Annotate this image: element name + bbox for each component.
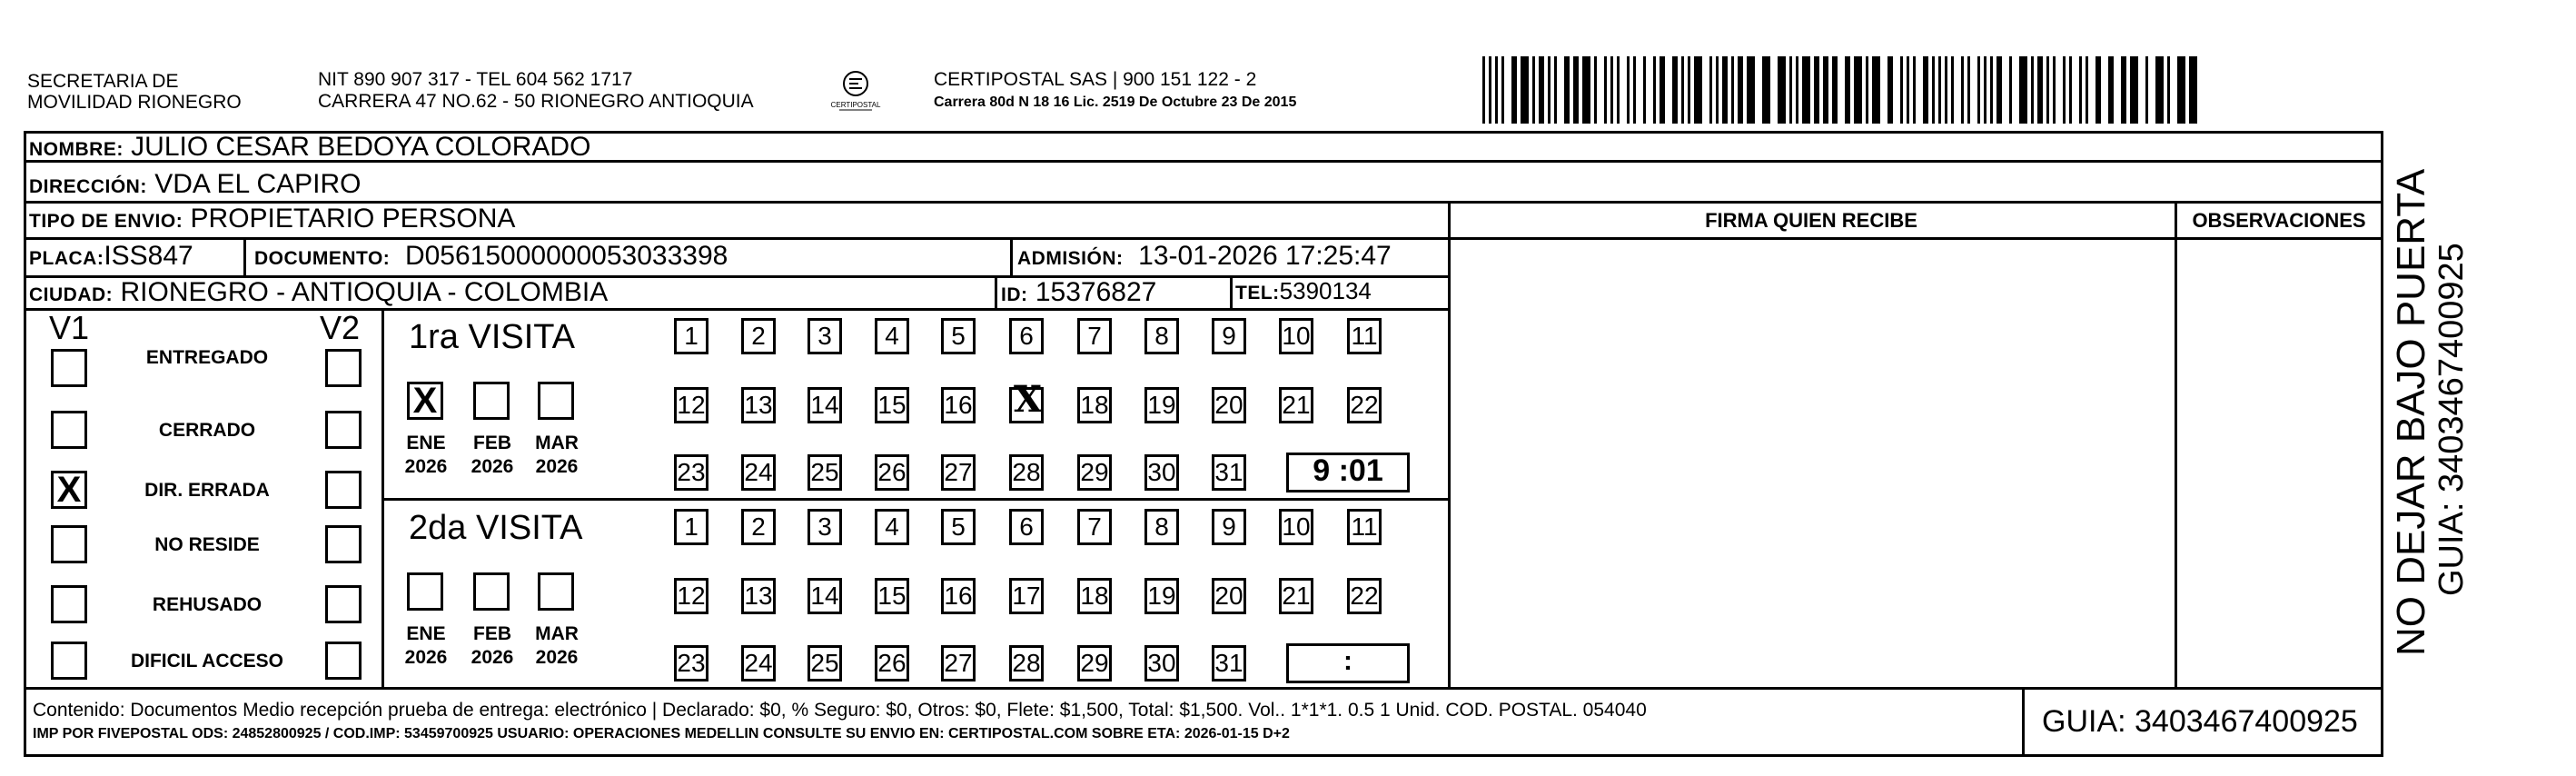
- visit2-month-name: ENE: [406, 623, 446, 644]
- visit2-day-box[interactable]: 6: [1009, 509, 1044, 545]
- visit2-day-box[interactable]: 26: [875, 645, 909, 681]
- status-v1-checkbox[interactable]: [51, 525, 87, 563]
- status-v2-checkbox[interactable]: [325, 411, 362, 449]
- visit2-day-box[interactable]: 25: [807, 645, 842, 681]
- status-v1-checkbox[interactable]: [51, 411, 87, 449]
- barcode-bar: [1789, 56, 1792, 124]
- barcode-bar: [1521, 56, 1529, 124]
- barcode-bar: [1778, 56, 1786, 124]
- col-observaciones: OBSERVACIONES: [2192, 209, 2366, 232]
- barcode-bar: [1932, 56, 1935, 124]
- visit1-day-box[interactable]: 9: [1212, 318, 1246, 354]
- barcode-bar: [1984, 56, 1986, 124]
- barcode-bar: [2069, 56, 2072, 124]
- barcode-bar: [1688, 56, 1690, 124]
- barcode-bar: [1907, 56, 1909, 124]
- barcode-bar: [1548, 56, 1551, 124]
- barcode-bar: [2031, 56, 2034, 124]
- status-v2-checkbox[interactable]: [325, 585, 362, 623]
- visit2-day-box[interactable]: 27: [941, 645, 976, 681]
- barcode-bar: [2009, 56, 2012, 124]
- barcode-bar: [2086, 56, 2088, 124]
- barcode-bar: [1633, 56, 1636, 124]
- field-placa: PLACA:ISS847: [29, 241, 193, 271]
- visit2-day-box[interactable]: 30: [1144, 645, 1179, 681]
- barcode-bar: [1709, 56, 1712, 124]
- barcode-bar: [1681, 56, 1684, 124]
- status-v2-checkbox[interactable]: [325, 471, 362, 509]
- barcode-bar: [1643, 56, 1646, 124]
- visit1-month-year: 2026: [404, 456, 448, 477]
- barcode-bar: [2019, 56, 2027, 124]
- day-cross-mark: X: [1014, 378, 1043, 421]
- visit1-day-box[interactable]: 23: [674, 454, 708, 491]
- status-v1-checkbox[interactable]: [51, 642, 87, 680]
- barcode-bar: [2167, 56, 2170, 124]
- barcode-bar: [1539, 56, 1544, 124]
- visit2-time-field[interactable]: :: [1286, 643, 1410, 683]
- side-warning: NO DEJAR BAJO PUERTA: [2389, 168, 2433, 656]
- field-nombre: NOMBRE: JULIO CESAR BEDOYA COLORADO: [29, 132, 591, 162]
- barcode-bar: [1731, 56, 1734, 124]
- visit1-day-box[interactable]: 15: [875, 387, 909, 423]
- barcode-bar: [2130, 56, 2138, 124]
- barcode-bar: [1762, 56, 1770, 124]
- barcode-bar: [1854, 56, 1862, 124]
- barcode-bar: [1482, 56, 1485, 124]
- field-documento: DOCUMENTO: D05615000000053033398: [254, 241, 728, 271]
- barcode-bar: [1967, 56, 1970, 124]
- footer-line1: Contenido: Documentos Medio recepción prueba de entrega: electrónico | Declarado: $0, % Seguro: $0, Otros: $0, Flete: $1,500, Total: $1,500. Vol.. 1*1*1. 0.5 1 Unid. COD. POSTAL. 054040: [33, 700, 1647, 721]
- visit1-month-checkbox[interactable]: [473, 382, 510, 420]
- visit1-day-box[interactable]: 30: [1144, 454, 1179, 491]
- barcode-bar: [1977, 56, 1980, 124]
- visit2-day-box[interactable]: 12: [674, 578, 708, 614]
- barcode-bar: [1627, 56, 1630, 124]
- visit1-month-name: ENE: [406, 433, 446, 453]
- visit1-day-box[interactable]: 1: [674, 318, 708, 354]
- barcode-bar: [2095, 56, 2101, 124]
- barcode-bar: [1796, 56, 1798, 124]
- barcode-bar: [2145, 56, 2148, 124]
- visit2-day-box[interactable]: 3: [807, 509, 842, 545]
- visit2-day-box[interactable]: 20: [1212, 578, 1246, 614]
- logo-text: CERTIPOSTAL: [830, 101, 881, 109]
- visit2-month-checkbox[interactable]: [538, 572, 574, 611]
- nit-line: NIT 890 907 317 - TEL 604 562 1717: [318, 69, 633, 90]
- visit1-day-box[interactable]: 31: [1212, 454, 1246, 491]
- barcode-bar: [1951, 56, 1954, 124]
- visit1-day-box[interactable]: 26: [875, 454, 909, 491]
- visit2-month-name: MAR: [535, 623, 579, 644]
- barcode-bar: [1610, 56, 1613, 124]
- visit2-day-box[interactable]: 1: [674, 509, 708, 545]
- status-v2-checkbox[interactable]: [325, 642, 362, 680]
- visit1-month-name: FEB: [473, 433, 511, 453]
- certipostal-logo: [830, 69, 881, 113]
- field-direccion: DIRECCIÓN: VDA EL CAPIRO: [29, 169, 362, 199]
- visit2-month-name: FEB: [473, 623, 511, 644]
- org-line2: MOVILIDAD RIONEGRO: [27, 92, 242, 113]
- barcode-bar: [1573, 56, 1579, 124]
- barcode-bar: [2063, 56, 2066, 124]
- side-guia: GUIA: 3403467400925: [2432, 243, 2471, 596]
- visit2-day-box[interactable]: 2: [741, 509, 776, 545]
- status-label: CERRADO: [158, 420, 256, 441]
- visit1-day-box[interactable]: 12: [674, 387, 708, 423]
- visit1-title: 1ra VISITA: [409, 318, 576, 356]
- visit1-day-box[interactable]: 6: [1009, 318, 1044, 354]
- status-label: REHUSADO: [152, 594, 263, 615]
- visit2-month-year: 2026: [471, 647, 514, 668]
- visit1-day-box[interactable]: 25: [807, 454, 842, 491]
- field-id: ID: 15376827: [1001, 277, 1157, 307]
- barcode-bar: [2155, 56, 2164, 124]
- barcode-bar: [1501, 56, 1504, 124]
- barcode-bar: [1489, 56, 1491, 124]
- visit2-day-box[interactable]: 8: [1144, 509, 1179, 545]
- barcode-bar: [1900, 56, 1903, 124]
- barcode-bar: [1945, 56, 1947, 124]
- barcode-bar: [1990, 56, 1993, 124]
- col-firma: FIRMA QUIEN RECIBE: [1705, 209, 1917, 232]
- visit2-day-box[interactable]: 14: [807, 578, 842, 614]
- visit1-day-box[interactable]: 27: [941, 454, 976, 491]
- visit2-day-box[interactable]: 24: [741, 645, 776, 681]
- barcode-bar: [2053, 56, 2056, 124]
- org-line1: SECRETARIA DE: [27, 71, 179, 92]
- field-ciudad: CIUDAD: RIONEGRO - ANTIOQUIA - COLOMBIA: [29, 277, 609, 307]
- visit1-day-box[interactable]: 4: [875, 318, 909, 354]
- visit2-day-box[interactable]: 7: [1077, 509, 1112, 545]
- status-v2-checkbox[interactable]: [325, 525, 362, 563]
- barcode-bar: [1814, 56, 1819, 124]
- visit1-month-year: 2026: [535, 456, 579, 477]
- visit2-month-year: 2026: [535, 647, 579, 668]
- barcode-bar: [1938, 56, 1941, 124]
- visit1-day-box[interactable]: 24: [741, 454, 776, 491]
- visit2-day-box[interactable]: 15: [875, 578, 909, 614]
- visit1-day-box[interactable]: 8: [1144, 318, 1179, 354]
- barcode-bar: [1866, 56, 1868, 124]
- visit1-day-box[interactable]: [1009, 378, 1044, 423]
- barcode-bar: [2046, 56, 2049, 124]
- visit2-month-checkbox[interactable]: [473, 572, 510, 611]
- visit2-day-box[interactable]: 19: [1144, 578, 1179, 614]
- visit2-month-checkbox[interactable]: [407, 572, 443, 611]
- barcode-bar: [1617, 56, 1620, 124]
- footer-guia: GUIA: 3403467400925: [2042, 704, 2358, 739]
- barcode-bar: [2121, 56, 2126, 124]
- field-tel: TEL:5390134: [1235, 277, 1372, 304]
- visit2-day-box[interactable]: 17: [1009, 578, 1044, 614]
- barcode-bar: [1716, 56, 1719, 124]
- barcode-bar: [1564, 56, 1570, 124]
- address-line: CARRERA 47 NO.62 - 50 RIONEGRO ANTIOQUIA: [318, 91, 754, 112]
- field-tipo-envio: TIPO DE ENVIO: PROPIETARIO PERSONA: [29, 204, 516, 234]
- barcode-bar: [1887, 56, 1893, 124]
- barcode-bar: [2079, 56, 2082, 124]
- barcode-bar: [1604, 56, 1607, 124]
- courier-line2: Carrera 80d N 18 16 Lic. 2519 De Octubre 23 De 2015: [934, 95, 1297, 110]
- v2-header: V2: [320, 309, 361, 346]
- status-label: DIFICIL ACCESO: [130, 651, 283, 672]
- visit1-day-box[interactable]: 19: [1144, 387, 1179, 423]
- barcode-bar: [2189, 56, 2197, 124]
- visit2-month-year: 2026: [404, 647, 448, 668]
- visit2-day-box[interactable]: 10: [1279, 509, 1313, 545]
- visit1-month-year: 2026: [471, 456, 514, 477]
- visit2-day-box[interactable]: 23: [674, 645, 708, 681]
- barcode-bar: [1672, 56, 1678, 124]
- visit1-day-box[interactable]: 28: [1009, 454, 1044, 491]
- barcode-bar: [1511, 56, 1517, 124]
- status-label: DIR. ERRADA: [144, 480, 270, 501]
- visit1-day-box[interactable]: 13: [741, 387, 776, 423]
- barcode-bar: [1660, 56, 1665, 124]
- barcode-bar: [1961, 56, 1964, 124]
- barcode-bar: [1495, 56, 1498, 124]
- status-v1-checkbox[interactable]: [51, 349, 87, 387]
- barcode-bar: [2037, 56, 2043, 124]
- barcode-bar: [1694, 56, 1702, 124]
- barcode-bar: [1913, 56, 1916, 124]
- visit2-day-box[interactable]: 5: [941, 509, 976, 545]
- barcode-bar: [1923, 56, 1928, 124]
- status-v1-checkbox[interactable]: X: [51, 471, 87, 509]
- visit2-day-box[interactable]: 28: [1009, 645, 1044, 681]
- barcode-bar: [1996, 56, 2002, 124]
- visit2-day-box[interactable]: 4: [875, 509, 909, 545]
- visit1-month-checkbox[interactable]: [538, 382, 574, 420]
- barcode-bar: [1738, 56, 1743, 124]
- visit1-day-box[interactable]: 29: [1077, 454, 1112, 491]
- status-v2-checkbox[interactable]: [325, 349, 362, 387]
- visit1-day-box[interactable]: 21: [1279, 387, 1313, 423]
- visit2-title: 2da VISITA: [409, 509, 583, 547]
- barcode-bar: [1594, 56, 1597, 124]
- visit2-day-box[interactable]: 31: [1212, 645, 1246, 681]
- barcode-bar: [1532, 56, 1535, 124]
- barcode-bar: [1845, 56, 1850, 124]
- barcode: [1482, 56, 2209, 124]
- barcode-bar: [1823, 56, 1828, 124]
- visit1-day-box[interactable]: 11: [1347, 318, 1382, 354]
- barcode-bar: [1582, 56, 1590, 124]
- barcode-bar: [1802, 56, 1810, 124]
- visit1-day-box[interactable]: 7: [1077, 318, 1112, 354]
- visit1-month-name: MAR: [535, 433, 579, 453]
- visit1-day-box[interactable]: 5: [941, 318, 976, 354]
- barcode-bar: [1747, 56, 1755, 124]
- barcode-bar: [1653, 56, 1656, 124]
- status-label: NO RESIDE: [154, 534, 260, 555]
- visit1-day-box[interactable]: 3: [807, 318, 842, 354]
- visit1-day-box[interactable]: 16: [941, 387, 976, 423]
- v1-header: V1: [49, 309, 90, 346]
- footer-line2: IMP POR FIVEPOSTAL ODS: 24852800925 / COD.IMP: 53459700925 USUARIO: OPERACIONES MEDELLIN CONSULTE SU ENVIO EN: CERTIPOSTAL.COM SOBRE ETA: 2026-01-15 D+2: [33, 726, 1290, 741]
- courier-line1: CERTIPOSTAL SAS | 900 151 122 - 2: [934, 69, 1257, 90]
- visit1-day-box[interactable]: 10: [1279, 318, 1313, 354]
- visit1-day-box[interactable]: 22: [1347, 387, 1382, 423]
- barcode-bar: [1832, 56, 1838, 124]
- visit2-day-box[interactable]: 18: [1077, 578, 1112, 614]
- visit2-day-box[interactable]: 29: [1077, 645, 1112, 681]
- visit2-day-box[interactable]: 11: [1347, 509, 1382, 545]
- status-label: ENTREGADO: [145, 347, 269, 368]
- barcode-bar: [1722, 56, 1728, 124]
- visit1-day-box[interactable]: 14: [807, 387, 842, 423]
- barcode-bar: [2177, 56, 2185, 124]
- visit2-day-box[interactable]: 22: [1347, 578, 1382, 614]
- visit1-day-box[interactable]: 18: [1077, 387, 1112, 423]
- visit2-day-box[interactable]: 13: [741, 578, 776, 614]
- field-admision: ADMISIÓN: 13-01-2026 17:25:47: [1017, 241, 1392, 271]
- status-v1-checkbox[interactable]: [51, 585, 87, 623]
- barcode-bar: [2108, 56, 2114, 124]
- visit1-time-field[interactable]: 9 :01: [1286, 453, 1410, 492]
- visit2-day-box[interactable]: 21: [1279, 578, 1313, 614]
- visit1-month-checkbox[interactable]: X: [407, 382, 443, 420]
- visit2-day-box[interactable]: 9: [1212, 509, 1246, 545]
- barcode-bar: [1554, 56, 1557, 124]
- visit1-day-box[interactable]: 2: [741, 318, 776, 354]
- visit2-day-box[interactable]: 16: [941, 578, 976, 614]
- barcode-bar: [1872, 56, 1880, 124]
- visit1-day-box[interactable]: 20: [1212, 387, 1246, 423]
